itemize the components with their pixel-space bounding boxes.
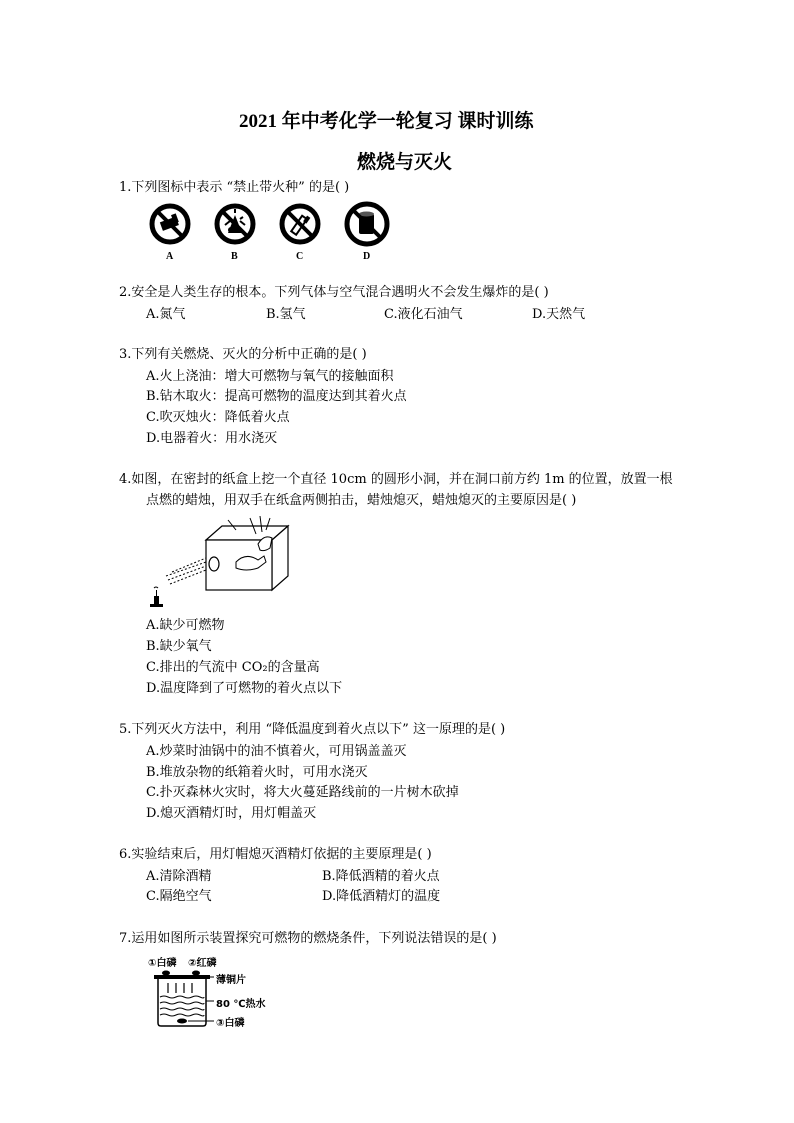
question-6-option-b: B.降低酒精的着火点 (322, 869, 440, 884)
question-7-stem: 7.运用如图所示装置探究可燃物的燃烧条件，下列说法错误的是( ) (119, 931, 497, 946)
question-4-option-a: A.缺少可燃物 (146, 618, 225, 633)
sign-b-icon (214, 203, 256, 245)
question-3-stem: 3.下列有关燃烧、灭火的分析中正确的是( ) (119, 347, 367, 362)
question-3-option-c: C.吹灭烛火：降低着火点 (146, 410, 290, 425)
sign-b-label: B (231, 251, 238, 262)
question-2-option-b: B.氢气 (266, 307, 306, 322)
sign-a-icon (149, 203, 191, 245)
question-6-stem: 6.实验结束后，用灯帽熄灭酒精灯依据的主要原理是( ) (119, 847, 432, 862)
question-4-option-d: D.温度降到了可燃物的着火点以下 (146, 681, 343, 696)
question-3-option-d: D.电器着火：用水浇灭 (146, 431, 278, 446)
question-6-option-c: C.隔绝空气 (146, 889, 212, 904)
label-white-phosphorus-bottom: ③白磷 (216, 1018, 245, 1029)
question-2-option-d: D.天然气 (532, 307, 586, 322)
question-5-option-a: A.炒菜时油锅中的油不慎着火，可用锅盖盖灭 (146, 744, 407, 759)
question-5-option-b: B.堆放杂物的纸箱着火时，可用水浇灭 (146, 765, 368, 780)
sign-d-label: D (363, 251, 371, 262)
question-6-option-d: D.降低酒精灯的温度 (322, 889, 441, 904)
question-5-stem: 5.下列灭火方法中，利用 “降低温度到着火点以下” 这一原理的是( ) (119, 722, 506, 737)
question-4-stem-line-1: 4.如图，在密封的纸盒上挖一个直径 10cm 的圆形小洞，并在洞口前方约 1m 的位置，放置一根 (119, 472, 673, 487)
label-red-phosphorus: ②红磷 (188, 958, 217, 969)
question-4-option-b: B.缺少氧气 (146, 639, 212, 654)
label-hot-water: 80 ℃热水 (216, 999, 266, 1010)
question-2-option-c: C.液化石油气 (384, 307, 463, 322)
sign-d-icon (344, 201, 390, 247)
sign-c-icon (279, 203, 321, 245)
question-2-option-a: A.氮气 (146, 307, 186, 322)
label-copper-sheet: 薄铜片 (216, 975, 246, 986)
page-subtitle: 燃烧与灭火 (357, 151, 453, 173)
question-4-box-candle-diagram (146, 512, 296, 612)
label-white-phosphorus-top: ①白磷 (148, 958, 177, 969)
question-1-stem: 1.下列图标中表示 “禁止带火种” 的是( ) (119, 180, 350, 195)
question-3-option-b: B.钻木取火：提高可燃物的温度达到其着火点 (146, 389, 407, 404)
sign-c-label: C (296, 251, 304, 262)
question-5-option-c: C.扑灭森林火灾时，将大火蔓延路线前的一片树木砍掉 (146, 785, 459, 800)
sign-a-label: A (166, 251, 174, 262)
question-4-stem-line-2: 点燃的蜡烛，用双手在纸盒两侧拍击，蜡烛熄灭，蜡烛熄灭的主要原因是( ) (146, 493, 577, 508)
page-title: 2021 年中考化学一轮复习 课时训练 (239, 111, 534, 132)
question-6-option-a: A.清除酒精 (146, 869, 212, 884)
question-5-option-d: D.熄灭酒精灯时，用灯帽盖灭 (146, 806, 317, 821)
question-4-option-c: C.排出的气流中 CO₂的含量高 (146, 660, 320, 675)
question-2-stem: 2.安全是人类生存的根本。下列气体与空气混合遇明火不会发生爆炸的是( ) (119, 285, 549, 300)
question-3-option-a: A.火上浇油：增大可燃物与氧气的接触面积 (146, 369, 394, 384)
